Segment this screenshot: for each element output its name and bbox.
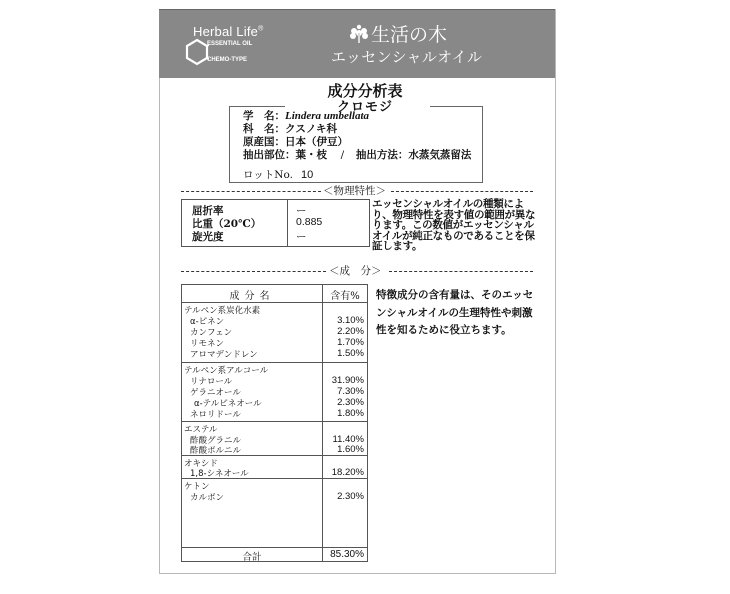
components-section-divider — [181, 264, 533, 278]
table-row: ネロリドール — [190, 410, 241, 420]
group-esters: エステル 酢酸グラニル 11.40% 酢酸ボルニル 1.60% — [182, 422, 367, 456]
table-row: 酢酸グラニル — [190, 436, 242, 446]
plant-info-box — [229, 106, 483, 183]
physical-section-divider — [181, 184, 533, 198]
refractive-index-label: 屈折率 — [192, 205, 224, 217]
scientific-name-row: 学 名：Lindera umbellata — [243, 110, 370, 122]
table-row: カンフェン — [190, 328, 233, 338]
lot-number: 10 — [300, 169, 314, 181]
origin-value: 日本（伊豆） — [285, 136, 348, 148]
extraction-part-value: 葉・枝 — [295, 149, 327, 161]
total-percent: 85.30% — [330, 549, 364, 560]
extraction-row: 抽出部位：葉・枝 / 抽出方法：水蒸気蒸留法 — [243, 149, 472, 161]
specific-gravity-value: 0.885 — [296, 216, 323, 228]
benzene-ring-icon — [185, 38, 209, 66]
family-row: 科 名：クスノキ科 — [243, 123, 337, 135]
group-ketones: ケトン カルボン 2.30% — [184, 482, 364, 503]
scientific-name: Lindera umbellata — [285, 110, 370, 122]
total-row — [182, 547, 367, 562]
header-banner — [159, 9, 555, 78]
optical-rotation-value: ー — [296, 231, 307, 243]
column-header-name: 成分名 — [229, 291, 275, 302]
lot-row: ロットNo. 10 — [243, 169, 314, 181]
components-table — [181, 284, 368, 562]
brand-tagline-chemotype: CHEMO-TYPE — [207, 57, 248, 63]
table-row: リナロール — [190, 377, 233, 387]
physical-section-label: ＜物理特性＞ — [323, 185, 386, 197]
origin-row: 原産国：日本（伊豆） — [243, 136, 348, 148]
table-row: α-テルピネオール — [194, 399, 262, 409]
tree-icon — [349, 24, 369, 44]
company-logo — [349, 20, 447, 47]
table-row: ゲラニオール — [190, 388, 241, 398]
group-terpene-hydrocarbons: テルペン系炭化水素 α-ピネン 3.10% カンフェン 2.20% リモネン 1.70% アロマデンドレン 1.50% — [182, 303, 367, 363]
refractive-index-value: ー — [296, 205, 307, 217]
table-row: 1,8-シネオール — [190, 469, 249, 479]
table-row: 酢酸ボルニル — [190, 446, 242, 456]
plant-name: クロモジ — [336, 100, 393, 115]
family-value: クスノキ科 — [285, 123, 337, 135]
document-title: 成分分析表 — [327, 82, 403, 100]
specific-gravity-label: 比重（20℃） — [192, 218, 262, 230]
optical-rotation-label: 旋光度 — [192, 231, 224, 243]
table-row: アロマデンドレン — [190, 350, 258, 360]
brand-name: Herbal Life® — [193, 24, 264, 39]
table-row: α-ピネン — [190, 317, 225, 327]
column-header-percent: 含有% — [330, 291, 360, 302]
product-line-title: エッセンシャルオイル — [331, 48, 483, 66]
group-terpene-alcohols: テルペン系アルコール リナロール 31.90% ゲラニオール 7.30% α-テルピネオール 2.30% ネロリドール 1.80% — [182, 363, 367, 422]
total-label: 合計 — [242, 552, 262, 563]
components-section-label: ＜成 分＞ — [329, 265, 382, 277]
physical-properties-table — [181, 199, 370, 247]
brand-tagline-essential-oil: ESSENTIAL OIL — [207, 41, 253, 47]
extraction-method-value: 水蒸気蒸留法 — [408, 149, 472, 161]
components-note: 特徴成分の含有量は、そのエッセンシャルオイルの生理特性や刺激性を知るために役立ちます。 — [376, 289, 534, 336]
group-oxides: オキシド 1,8-シネオール 18.20% — [182, 456, 367, 479]
table-row: カルボン — [190, 493, 225, 503]
table-row: リモネン — [190, 339, 225, 349]
table-header — [182, 285, 367, 303]
physical-note: エッセンシャルオイルの種類により、物理特性を表す値の範囲が異なります。この数値がエッセンシャルオイルが純正なものであることを保証します。 — [372, 198, 536, 253]
company-name: 生活の木 — [371, 24, 448, 46]
